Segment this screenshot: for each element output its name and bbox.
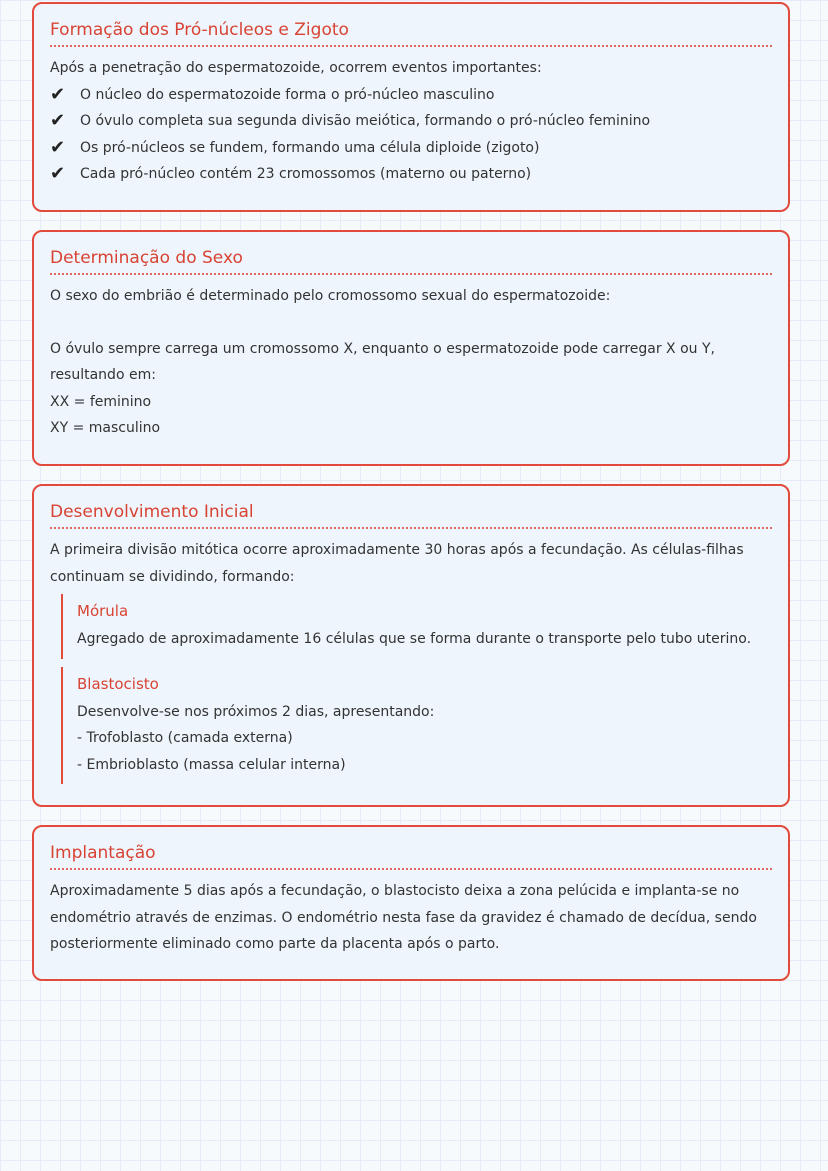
section-title: Formação dos Pró-núcleos e Zigoto	[50, 18, 772, 47]
section-title: Determinação do Sexo	[50, 246, 772, 275]
subsection-text: Agregado de aproximadamente 16 células que se forma durante o transporte pelo tubo uterino.	[77, 631, 752, 647]
xx-line: XX = feminino	[50, 393, 152, 410]
section-title: Desenvolvimento Inicial	[50, 500, 772, 529]
section-implantacao	[32, 825, 790, 981]
paragraph-line: endométrio através de enzimas. O endométrio nesta fase da gravidez é chamado de decídua, sendo	[50, 909, 757, 926]
checkmark-icon: ✔	[50, 110, 66, 131]
paragraph-line: continuam se dividindo, formando:	[50, 568, 295, 585]
section-desenvolvimento	[32, 484, 790, 807]
checklist	[50, 82, 772, 188]
list-item	[50, 108, 772, 135]
paragraph-line: resultando em:	[50, 367, 156, 383]
list-item-text: O óvulo completa sua segunda divisão meiótica, formando o pró-núcleo feminino	[80, 113, 651, 129]
list-item-text: Cada pró-núcleo contém 23 cromossomos (materno ou paterno)	[80, 166, 532, 182]
subsection-blastocisto	[61, 667, 772, 785]
section-intro: Após a penetração do espermatozoide, ocorrem eventos importantes:	[50, 60, 542, 76]
paragraph-line: posteriormente eliminado como parte da placenta após o parto.	[50, 936, 500, 952]
list-item-text: O núcleo do espermatozoide forma o pró-núcleo masculino	[80, 86, 495, 103]
subsection-text: - Trofoblasto (camada externa)	[77, 730, 293, 746]
section-intro: O sexo do embrião é determinado pelo cromossomo sexual do espermatozoide:	[50, 288, 611, 304]
subsection-title: Mórula	[77, 602, 129, 620]
section-title: Implantação	[50, 841, 772, 870]
checkmark-icon: ✔	[50, 136, 66, 158]
paragraph-line: O óvulo sempre carrega um cromossomo X, enquanto o espermatozoide pode carregar X ou Y,	[50, 340, 715, 357]
list-item	[50, 161, 772, 188]
checkmark-icon: ✔	[50, 163, 66, 184]
list-item	[50, 82, 772, 109]
subsection-title: Blastocisto	[77, 674, 159, 693]
list-item-text: Os pró-núcleos se fundem, formando uma célula diploide (zigoto)	[80, 139, 540, 156]
subsection-text: - Embrioblasto (massa celular interna)	[77, 756, 346, 773]
paragraph-line: Aproximadamente 5 dias após a fecundação, o blastocisto deixa a zona pelúcida e implanta-se no	[50, 883, 740, 899]
paragraph-line: A primeira divisão mitótica ocorre aproximadamente 30 horas após a fecundação. As células-filhas	[50, 542, 744, 558]
list-item	[50, 135, 772, 162]
xy-line: XY = masculino	[50, 420, 161, 436]
section-pronucleos	[32, 2, 790, 212]
checkmark-icon: ✔	[50, 83, 66, 105]
subsection-morula	[61, 594, 772, 659]
subsection-text: Desenvolve-se nos próximos 2 dias, apresentando:	[77, 703, 435, 720]
section-sexo	[32, 230, 790, 466]
